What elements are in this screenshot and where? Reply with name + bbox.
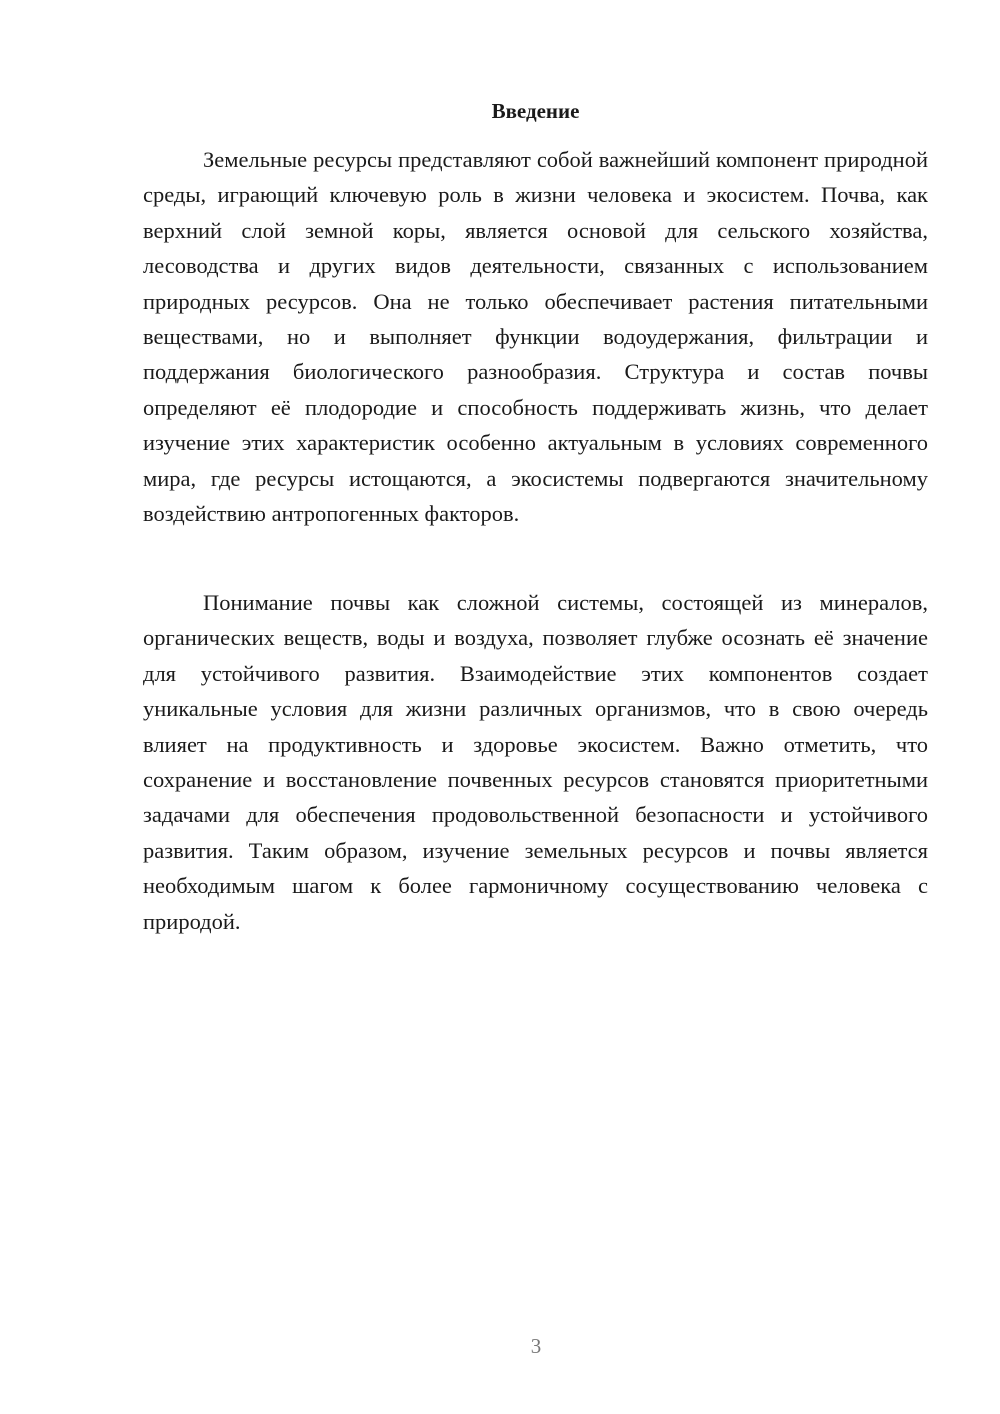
- paragraph-1-block: [143, 142, 928, 531]
- page-title: Введение: [491, 99, 580, 123]
- paragraph-1: Земельные ресурсы представляют собой важнейший компонент природной среды, играющий ключевую роль в жизни человека и экосистем. Почва, как верхний слой земной коры, является основой для сельского хозяйства, лесоводства и других видов деятельности, связанных с использованием природных ресурсов. Она не только обеспечивает растения питательными веществами, но и выполняет функции водоудержания, фильтрации и поддержания биологического разнообразия. Структура и состав почвы определяют её плодородие и способность поддерживать жизнь, что делает изучение этих характеристик особенно актуальным в условиях современного мира, где ресурсы истощаются, а экосистемы подвергаются значительному воздействию антропогенных факторов.: [143, 147, 928, 527]
- paragraph-2-block: [143, 585, 928, 939]
- page-number: 3: [530, 1334, 542, 1358]
- paragraph-2: Понимание почвы как сложной системы, состоящей из минералов, органических веществ, воды и воздуха, позволяет глубже осознать её значение для устойчивого развития. Взаимодействие этих компонентов создает уникальные условия для жизни различных организмов, что в свою очередь влияет на продуктивность и здоровье экосистем. Важно отметить, что сохранение и восстановление почвенных ресурсов становятся приоритетными задачами для обеспечения продовольственной безопасности и устойчивого развития. Таким образом, изучение земельных ресурсов и почвы является необходимым шагом к более гармоничному сосуществованию человека с природой.: [143, 590, 928, 934]
